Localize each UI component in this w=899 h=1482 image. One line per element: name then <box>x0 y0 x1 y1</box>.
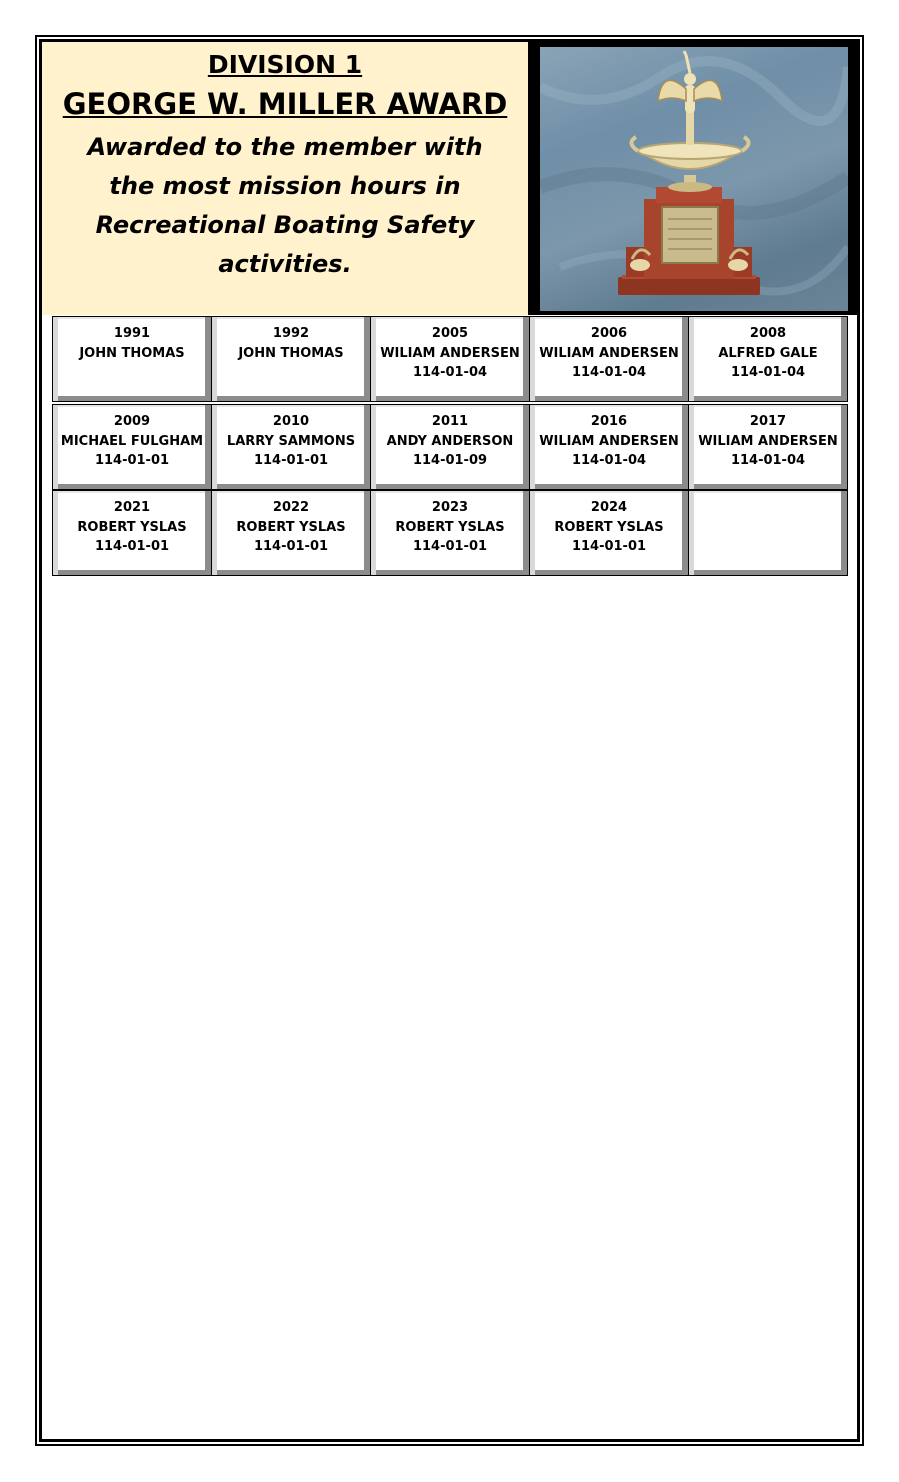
award-recipient-tile <box>370 490 530 576</box>
recipient-year: 2009 <box>113 414 151 429</box>
award-recipient-tile <box>688 404 848 490</box>
award-recipient-tile <box>688 316 848 402</box>
recipient-name: LARRY SAMMONS <box>226 433 356 449</box>
empty-recipient-tile <box>688 490 848 576</box>
award-description: Awarded to the member with the most mission hours in Recreational Boating Safety activities. <box>87 133 483 278</box>
recipient-year: 2024 <box>590 500 628 515</box>
recipient-name: ROBERT YSLAS <box>236 519 346 535</box>
award-recipient-tile <box>211 490 371 576</box>
recipient-name: WILIAM ANDERSEN <box>698 433 838 449</box>
recipient-year: 2017 <box>749 414 787 429</box>
award-recipient-tile <box>52 490 212 576</box>
award-title: GEORGE W. MILLER AWARD <box>62 87 508 121</box>
recipient-year: 2008 <box>749 326 787 341</box>
award-recipient-tile <box>52 316 212 402</box>
recipient-year: 2022 <box>272 500 310 515</box>
recipient-year: 1991 <box>113 326 151 341</box>
award-recipient-tile <box>529 404 689 490</box>
trophy-photo <box>540 47 848 311</box>
recipient-unit: 114-01-01 <box>94 539 170 554</box>
recipient-name: WILIAM ANDERSEN <box>539 345 679 361</box>
recipient-year: 1992 <box>272 326 310 341</box>
recipient-unit: 114-01-01 <box>253 539 329 554</box>
recipient-name: JOHN THOMAS <box>79 345 185 361</box>
recipient-year: 2011 <box>431 414 469 429</box>
recipient-unit: 114-01-04 <box>571 365 647 380</box>
recipient-year: 2005 <box>431 326 469 341</box>
recipient-unit: 114-01-04 <box>730 453 806 468</box>
division-title: DIVISION 1 <box>207 50 363 79</box>
trophy-photo-frame <box>528 42 857 315</box>
trophy-illustration <box>540 47 848 311</box>
recipient-name: WILIAM ANDERSEN <box>380 345 520 361</box>
award-recipient-tile <box>370 316 530 402</box>
recipient-name: ALFRED GALE <box>718 345 818 361</box>
recipient-year: 2010 <box>272 414 310 429</box>
recipient-unit: 114-01-01 <box>571 539 647 554</box>
recipient-name <box>689 518 847 538</box>
recipient-year <box>689 498 847 518</box>
recipient-unit: 114-01-01 <box>94 453 170 468</box>
recipient-year: 2016 <box>590 414 628 429</box>
recipient-unit: 114-01-04 <box>730 365 806 380</box>
recipient-name: MICHAEL FULGHAM <box>60 433 204 449</box>
recipient-name: WILIAM ANDERSEN <box>539 433 679 449</box>
recipient-name: ROBERT YSLAS <box>554 519 664 535</box>
award-recipient-tile <box>211 404 371 490</box>
recipients-grid <box>52 316 848 576</box>
recipient-name: JOHN THOMAS <box>238 345 344 361</box>
recipient-unit: 114-01-01 <box>253 453 329 468</box>
award-recipient-tile <box>211 316 371 402</box>
recipient-unit: 114-01-04 <box>412 365 488 380</box>
recipient-unit: 114-01-04 <box>571 453 647 468</box>
award-recipient-tile <box>52 404 212 490</box>
recipient-name: ANDY ANDERSON <box>386 433 514 449</box>
award-recipient-tile <box>370 404 530 490</box>
recipient-year: 2023 <box>431 500 469 515</box>
recipient-name: ROBERT YSLAS <box>77 519 187 535</box>
recipient-year: 2006 <box>590 326 628 341</box>
recipient-unit: 114-01-09 <box>412 453 488 468</box>
recipient-unit <box>53 363 211 383</box>
recipient-year: 2021 <box>113 500 151 515</box>
recipient-unit: 114-01-01 <box>412 539 488 554</box>
recipient-unit <box>689 537 847 557</box>
award-recipient-tile <box>529 316 689 402</box>
award-header <box>42 42 528 315</box>
award-recipient-tile <box>529 490 689 576</box>
recipient-unit <box>212 363 370 383</box>
recipient-name: ROBERT YSLAS <box>395 519 505 535</box>
